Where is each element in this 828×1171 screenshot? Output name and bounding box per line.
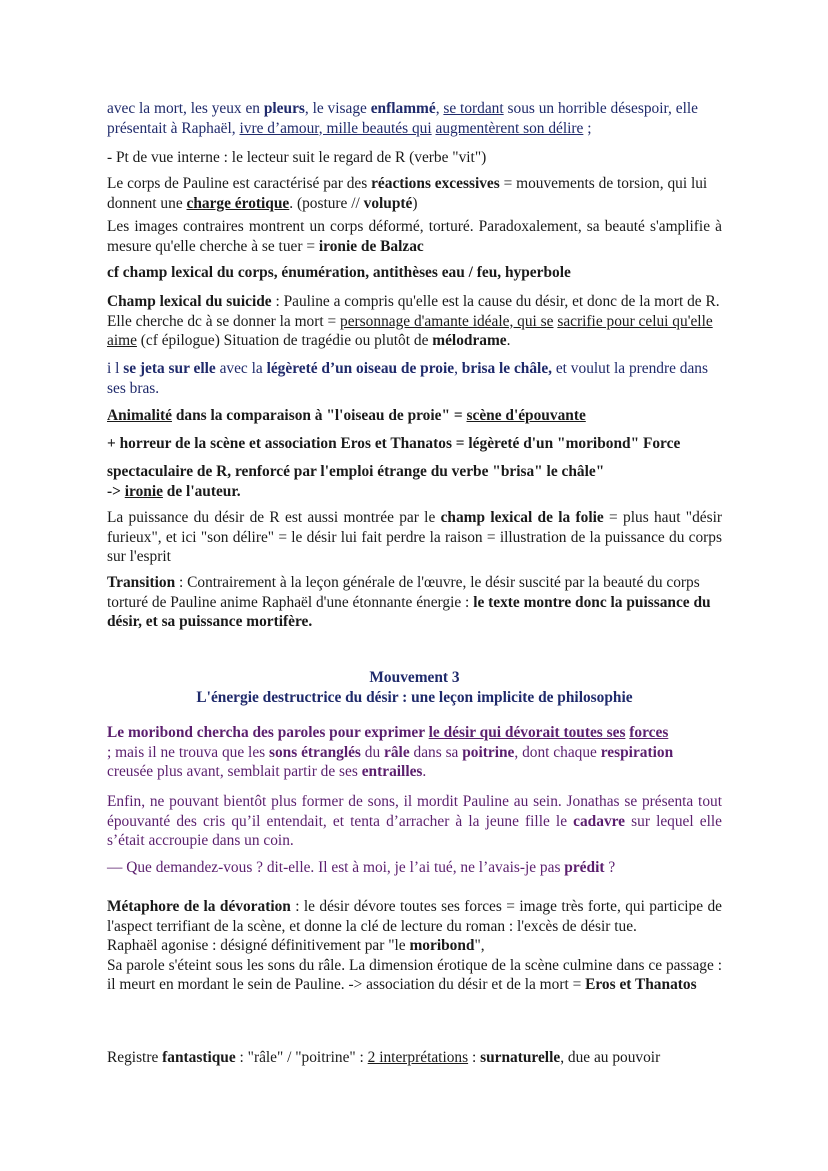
bold-run: le texte montre donc la puissance du désir, et sa puissance mortifère. <box>107 593 711 630</box>
quote-paragraph-5 <box>107 858 722 878</box>
text-run: Raphaël agonise : désigné définitivement par "le <box>107 937 410 954</box>
quote-paragraph-3 <box>107 723 722 782</box>
text-run: . (posture // <box>289 194 364 212</box>
bold-run: légèreté d’un oiseau de proie <box>266 360 455 377</box>
heading-line-1: Mouvement 3 <box>369 669 460 686</box>
bold-run: pleurs <box>263 100 305 117</box>
bold-run: cadavre <box>573 812 626 830</box>
bold-underlined-run: Animalité <box>107 407 172 424</box>
bold-note-spectacular <box>107 462 722 501</box>
bold-underlined-run: forces <box>629 724 669 741</box>
bold-underlined-run: ironie <box>124 482 163 500</box>
text-run: du <box>360 743 385 761</box>
bold-run: enflammé <box>370 100 436 117</box>
bold-run: volupté <box>363 194 413 212</box>
text-run: ) <box>412 194 418 212</box>
text-run: avec la <box>215 360 267 377</box>
text-run: La puissance du désir de R est aussi montrée par le <box>107 509 441 526</box>
underlined-run: ivre d’amour, mille beautés qui <box>239 119 432 137</box>
bold-run: Métaphore de la dévoration <box>107 898 291 915</box>
text-run: ? <box>604 859 616 876</box>
text-run: , dont chaque <box>514 743 601 761</box>
text-run: dans sa <box>409 743 463 761</box>
bold-underlined-run: charge érotique <box>186 194 290 212</box>
bold-run: respiration <box>600 743 674 761</box>
bold-run: Le moribond chercha des paroles pour exprimer <box>107 724 429 741</box>
underlined-run: sacrifie pour celui qu'elle aime <box>107 312 713 349</box>
text-run: Enfin, ne pouvant bientôt plus former de sons, il mordit Pauline au sein. Jonathas se présenta tout épouvanté des cris qu’il entendait, et tenta d’arracher à la jeune fille le <box>107 793 722 830</box>
text-run: Registre <box>107 1049 163 1066</box>
body-paragraph-devoration <box>107 897 722 995</box>
bold-run: de l'auteur. <box>162 482 241 500</box>
text-run: , <box>435 100 444 117</box>
text-run: sur lequel elle s’était accroupie dans un coin. <box>107 812 722 849</box>
body-paragraph-suicide <box>107 292 722 351</box>
bold-note-horror <box>107 434 722 454</box>
bold-underlined-run: le désir qui dévorait toutes ses <box>428 724 626 741</box>
bold-run: brisa le châle, <box>461 360 552 377</box>
bold-run: râle <box>384 743 410 761</box>
quote-paragraph-2 <box>107 359 722 398</box>
bold-run: sons étranglés <box>269 743 361 761</box>
text-run: : <box>468 1049 481 1066</box>
text-run: (cf épilogue) Situation de tragédie ou plutôt de <box>136 332 433 349</box>
text-run: ; <box>583 119 592 137</box>
underlined-run: personnage d'amante idéale, qui se <box>340 312 554 330</box>
point-of-view-note: - Pt de vue interne : le lecteur suit le regard de R (verbe "vit") <box>107 149 487 166</box>
text-run: Les images contraires montrent un corps déformé, torturé. Paradoxalement, sa beauté s'amplifie à mesure qu'elle cherche à se tuer = <box>107 218 722 255</box>
body-paragraph-folie <box>107 508 722 567</box>
bold-run: Eros et Thanatos <box>585 976 697 993</box>
text-run: : "râle" / "poitrine" : <box>235 1049 368 1066</box>
text-run: et voulut la prendre dans ses bras. <box>107 360 708 397</box>
heading-line-2: L'énergie destructrice du désir : une leçon implicite de philosophie <box>196 688 633 706</box>
bold-run: surnaturelle <box>480 1049 561 1066</box>
bold-run: prédit <box>564 859 605 876</box>
section-heading <box>107 668 722 707</box>
text-run: : Contrairement à la leçon générale de l'œuvre, le désir suscité par la beauté du corps torturé de Pauline anime Raphaël d'une étonnante énergie : <box>107 574 700 611</box>
bold-run: spectaculaire de R, renforcé par l'emploi étrange du verbe "brisa" le châle" <box>107 463 605 480</box>
text-run: , le visage <box>304 100 371 117</box>
bold-run: -> <box>107 482 125 500</box>
text-run: = plus haut "désir furieux", et ici "son délire" = le désir lui fait perdre la raison = illustration de la puissance du corps sur l'esprit <box>107 509 722 565</box>
text-run: sous un horrible désespoir, elle présentait à Raphaël, <box>107 100 698 137</box>
text-run: : Pauline a compris qu'elle est la cause du désir, et donc de la mort de R. Elle cherche dc à se donner la mort = <box>107 293 720 330</box>
text-run: creusée plus avant, semblait partir de ses <box>107 763 362 780</box>
body-paragraph-pauline <box>107 174 722 213</box>
text-run: . <box>506 332 511 349</box>
transition-paragraph <box>107 573 722 632</box>
text-run: Sa parole s'éteint sous les sons du râle. La dimension érotique de la scène culmine dans ce passage : il meurt en mordant le sein de Pauline. -> association du désir et de la mort = <box>107 956 722 993</box>
quote-paragraph-1 <box>107 99 722 138</box>
text-run: — Que demandez-vous ? dit-elle. Il est à moi, je l’ai tué, ne l’avais-je pas <box>107 859 565 876</box>
underlined-run: 2 interprétations <box>367 1049 469 1066</box>
text-run: = mouvements de torsion, qui lui donnent une <box>107 175 708 212</box>
bold-run: se jeta sur elle <box>123 360 216 377</box>
text-run: : le désir dévore toutes ses forces = image très forte, qui participe de l'aspect terrifiant de la scène, et donne la clé de lecture du roman : l'excès de désir tue. <box>107 898 722 935</box>
text-run: . <box>422 763 427 780</box>
bold-note-animality <box>107 406 722 426</box>
text-run: , <box>454 360 462 377</box>
text-run: i l <box>107 360 124 377</box>
bold-run: mélodrame <box>432 332 507 349</box>
bold-run: réactions excessives <box>371 175 500 192</box>
bold-run: poitrine <box>462 743 515 761</box>
bold-run: Champ lexical du suicide <box>107 293 272 310</box>
body-paragraph-images <box>107 217 722 256</box>
bold-underlined-run: scène d'épouvante <box>466 407 586 424</box>
underlined-run: augmentèrent son délire <box>435 119 584 137</box>
text-run: Le corps de Pauline est caractérisé par des <box>107 175 372 192</box>
bold-run: ironie de Balzac <box>318 237 424 255</box>
bold-note-lexical <box>107 263 722 283</box>
bold-run: entrailles <box>361 763 423 780</box>
bold-run: moribond <box>409 937 475 954</box>
bold-run: Transition <box>107 574 176 591</box>
bold-run: + horreur de la scène et association Eros et Thanatos = légèreté d'un "moribond" Force <box>107 435 681 452</box>
body-paragraph-fantastique <box>107 1048 722 1068</box>
text-run: ", <box>474 937 485 954</box>
text-run: , due au pouvoir <box>560 1049 661 1066</box>
quote-paragraph-4 <box>107 792 722 851</box>
bold-run: champ lexical de la folie <box>440 509 604 526</box>
bold-run: fantastique <box>162 1049 236 1066</box>
underlined-run: se tordant <box>443 100 504 117</box>
text-run: avec la mort, les yeux en <box>107 100 264 117</box>
text-run: ; mais il ne trouva que les <box>107 743 269 761</box>
bold-run: dans la comparaison à "l'oiseau de proie" = <box>171 407 467 424</box>
bold-run: cf champ lexical du corps, énumération, antithèses eau / feu, hyperbole <box>107 264 571 281</box>
